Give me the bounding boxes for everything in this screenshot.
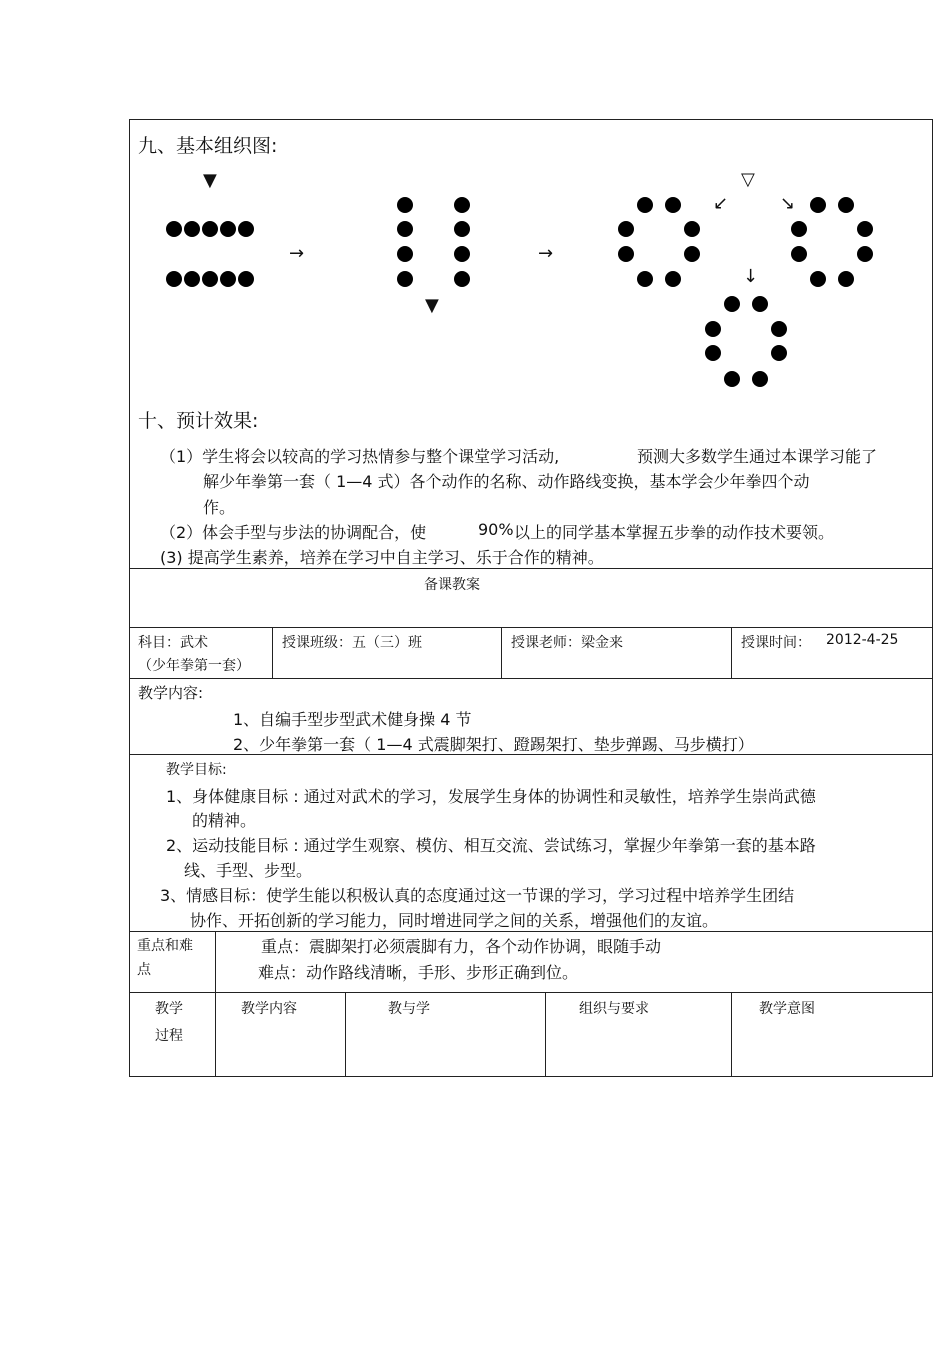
cell-divider (731, 627, 732, 678)
cell-divider (215, 931, 216, 992)
cell-divider (545, 992, 546, 1076)
table-divider (129, 627, 933, 628)
goals-title: 教学目标: (166, 762, 227, 778)
student-dot (220, 271, 236, 287)
goal-3: 3、情感目标：使学生能以积极认真的态度通过这一节课的学习，学习过程中培养学生团结 (160, 886, 795, 905)
student-dot (454, 271, 470, 287)
student-dot (238, 221, 254, 237)
student-dot (724, 371, 740, 387)
student-dot (454, 221, 470, 237)
process-label-cont: 过程 (155, 1028, 183, 1044)
table-border-bottom (129, 1076, 933, 1077)
effect-item-3: (3) 提高学生素养，培养在学习中自主学习、乐于合作的精神。 (160, 548, 604, 567)
teacher-hollow-icon: ▽ (741, 169, 755, 190)
cell-divider (215, 992, 216, 1076)
table-divider (129, 678, 933, 679)
difficulty-point: 难点：动作路线清晰，手形、步形正确到位。 (258, 963, 579, 982)
column-organization: 组织与要求 (579, 1001, 649, 1017)
student-dot (637, 271, 653, 287)
student-dot (618, 246, 634, 262)
student-dot (397, 221, 413, 237)
cell-divider (272, 627, 273, 678)
arrow-right-icon: → (538, 243, 554, 264)
student-dot (618, 221, 634, 237)
effect-item-2: （2）体会手型与步法的协调配合，使 (160, 523, 427, 542)
student-dot (665, 271, 681, 287)
student-dot (397, 271, 413, 287)
content-item-2: 2、少年拳第一套（ 1—4 式震脚架打、蹬踢架打、垫步弹踢、马步横打） (233, 735, 754, 754)
cell-divider (345, 992, 346, 1076)
goal-2: 2、运动技能目标 : 通过学生观察、模仿、相互交流、尝试练习，掌握少年拳第一套的基本路 (166, 836, 816, 855)
student-dot (202, 271, 218, 287)
process-label: 教学 (155, 1001, 183, 1017)
student-dot (791, 221, 807, 237)
time-label: 授课时间： (741, 635, 811, 651)
plan-title: 备课教案 (424, 577, 480, 593)
student-dot (705, 345, 721, 361)
goal-3-cont: 协作、开拓创新的学习能力，同时增进同学之间的关系，增强他们的友谊。 (190, 911, 719, 930)
student-dot (454, 197, 470, 213)
student-dot (397, 246, 413, 262)
student-dot (166, 271, 182, 287)
column-teach: 教与学 (388, 1001, 430, 1017)
subject-sub: （少年拳第一套） (138, 658, 250, 674)
student-dot (771, 345, 787, 361)
student-dot (838, 271, 854, 287)
key-label-cont: 点 (137, 962, 151, 978)
table-divider (129, 568, 933, 569)
student-dot (238, 271, 254, 287)
arrow-down-icon: ↓ (743, 266, 759, 287)
effect-item-2-cont: 以上的同学基本掌握五步拳的动作技术要领。 (514, 523, 835, 542)
student-dot (810, 271, 826, 287)
student-dot (220, 221, 236, 237)
student-dot (454, 246, 470, 262)
arrow-down-right-icon: ↘ (780, 193, 796, 214)
student-dot (791, 246, 807, 262)
table-divider (129, 992, 933, 993)
student-dot (810, 197, 826, 213)
table-divider (129, 931, 933, 932)
teacher-marker-icon: ▼ (425, 295, 439, 316)
effect-item-1: （1）学生将会以较高的学习热情参与整个课堂学习活动, (160, 447, 560, 466)
section9-title: 九、基本组织图: (138, 135, 278, 157)
table-border-right (932, 119, 933, 1077)
key-label: 重点和难 (137, 938, 193, 954)
student-dot (166, 221, 182, 237)
effect-item-2-percent: 90% (478, 520, 514, 539)
student-dot (665, 197, 681, 213)
arrow-down-left-icon: ↙ (713, 193, 729, 214)
student-dot (684, 246, 700, 262)
student-dot (752, 371, 768, 387)
effect-item-1-line2: 解少年拳第一套（ 1—4 式）各个动作的名称、动作路线变换，基本学会少年拳四个动 (203, 472, 810, 491)
content-item-1: 1、自编手型步型武术健身操 4 节 (233, 710, 472, 729)
teacher-marker-icon: ▼ (203, 170, 217, 191)
student-dot (771, 321, 787, 337)
arrow-right-icon: → (289, 243, 305, 264)
student-dot (724, 296, 740, 312)
goal-2-cont: 线、手型、步型。 (184, 861, 313, 880)
table-border-left (129, 119, 130, 1077)
effect-item-1-cont: 预测大多数学生通过本课学习能了 (637, 447, 878, 466)
student-dot (637, 197, 653, 213)
key-point: 重点：震脚架打必须震脚有力，各个动作协调，眼随手动 (261, 937, 662, 956)
time-value: 2012-4-25 (826, 632, 899, 648)
goal-1-cont: 的精神。 (192, 811, 257, 830)
effect-item-1-line3: 作。 (203, 498, 236, 517)
table-border-top (129, 119, 933, 120)
section10-title: 十、预计效果: (138, 410, 259, 432)
student-dot (184, 271, 200, 287)
column-intent: 教学意图 (759, 1001, 815, 1017)
student-dot (202, 221, 218, 237)
cell-divider (731, 992, 732, 1076)
student-dot (752, 296, 768, 312)
teacher-field: 授课老师：梁金来 (511, 635, 623, 651)
student-dot (397, 197, 413, 213)
student-dot (705, 321, 721, 337)
cell-divider (501, 627, 502, 678)
content-title: 教学内容: (138, 684, 204, 702)
column-content: 教学内容 (241, 1001, 297, 1017)
student-dot (684, 221, 700, 237)
student-dot (184, 221, 200, 237)
class-field: 授课班级：五（三）班 (282, 635, 422, 651)
student-dot (857, 221, 873, 237)
student-dot (838, 197, 854, 213)
subject-label: 科目：武术 (138, 635, 208, 651)
student-dot (857, 246, 873, 262)
goal-1: 1、身体健康目标 : 通过对武术的学习，发展学生身体的协调性和灵敏性，培养学生崇尚武德 (166, 787, 816, 806)
